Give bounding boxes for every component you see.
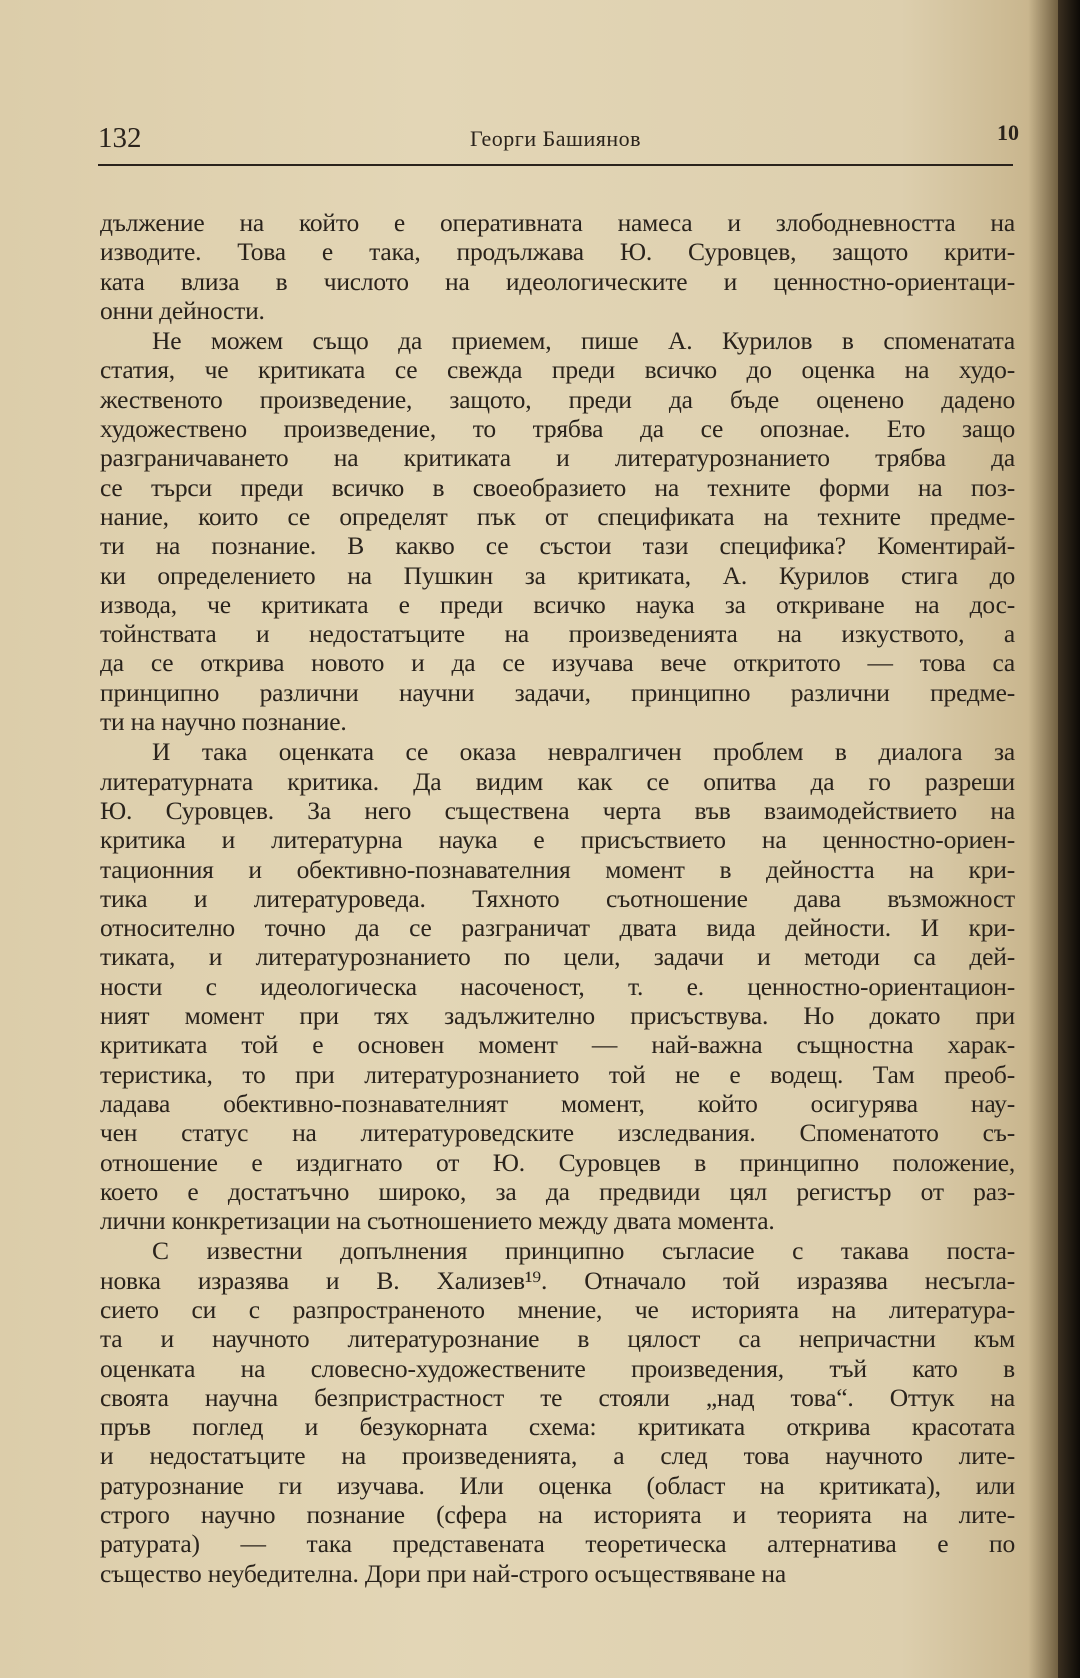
- page-body-text: [100, 208, 1015, 1589]
- text-line: ният момент при тях задължително присъствува. Но докато при: [100, 1001, 1015, 1031]
- page-header: [98, 120, 1019, 162]
- paragraph: [100, 1236, 1015, 1588]
- paragraph: [100, 208, 1015, 325]
- text-line: тика и литературоведа. Тяхното съотношение дава възможност: [100, 883, 1015, 913]
- text-line: ката влиза в числото на идеологическите и ценностно-ориентаци-: [100, 266, 1015, 296]
- text-line: принципно различни научни задачи, принципно различни предме-: [100, 677, 1015, 707]
- text-line: сието си с разпространеното мнение, че историята на литература-: [100, 1294, 1015, 1324]
- text-line: лични конкретизации на съотношението между двата момента.: [100, 1206, 775, 1236]
- signature-mark: 10: [997, 120, 1019, 145]
- text-line: да се открива новото и да се изучава вече откритото — това са: [100, 648, 1015, 678]
- book-binding-edge: [1058, 0, 1080, 1678]
- text-line: и недостатъците на произведенията, а след това научното лите-: [100, 1441, 1015, 1471]
- header-rule: [98, 164, 1013, 166]
- text-line: онни дейности.: [100, 295, 265, 325]
- text-line: статия, че критиката се свежда преди всичко до оценка на худо-: [100, 355, 1015, 385]
- text-line: новка изразява и В. Хализев¹⁹. Отначало той изразява несъгла-: [100, 1265, 1015, 1295]
- text-line: се търси преди всичко в своеобразието на техните форми на поз-: [100, 472, 1015, 502]
- text-line: теристика, то при литературознанието той не е водещ. Там преоб-: [100, 1059, 1015, 1089]
- text-line: жественото произведение, защото, преди да бъде оценено дадено: [100, 384, 1015, 414]
- text-line: ности с идеологическа насоченост, т. е. ценностно-ориентацион-: [100, 971, 1015, 1001]
- text-line: своята научна безпристрастност те стояли „над това“. Оттук на: [100, 1382, 1015, 1412]
- text-line: ратурата) — така представената теоретическа алтернатива е по: [100, 1529, 1015, 1559]
- text-line: относително точно да се разграничат двата вида дейности. И кри-: [100, 913, 1015, 943]
- text-line: ти на познание. В какво се състои тази специфика? Коментирай-: [100, 531, 1015, 561]
- text-line: чен статус на литературоведските изследвания. Споменатото съ-: [100, 1118, 1015, 1148]
- text-line: тационния и обективно-познавателния момент в дейността на кри-: [100, 854, 1015, 884]
- text-line: същество неубедителна. Дори при най-строго осъществяване на: [100, 1558, 786, 1588]
- text-line: разграничаването на критиката и литературознанието трябва да: [100, 443, 1015, 473]
- paragraph: [100, 326, 1015, 736]
- text-line: ти на научно познание.: [100, 707, 347, 737]
- text-line: Не можем също да приемем, пише А. Курилов в споменатата: [152, 326, 1015, 356]
- text-line: което е достатъчно широко, за да предвиди цял регистър от раз-: [100, 1176, 1015, 1206]
- text-line: изводите. Това е така, продължава Ю. Суровцев, защото крити-: [100, 237, 1015, 267]
- text-line: та и научното литературознание в цялост са непричастни към: [100, 1324, 1015, 1354]
- text-line: отношение е издигнато от Ю. Суровцев в принципно положение,: [100, 1147, 1015, 1177]
- page-number: 132: [98, 122, 142, 154]
- text-line: тойнствата и недостатъците на произведенията на изкуството, а: [100, 619, 1015, 649]
- text-line: литературната критика. Да видим как се опитва да го разреши: [100, 766, 1015, 796]
- text-line: нание, които се определят пък от спецификата на техните предме-: [100, 501, 1015, 531]
- text-line: С известни допълнения принципно съгласие с такава поста-: [152, 1236, 1015, 1266]
- text-line: И така оценката се оказа невралгичен проблем в диалога за: [152, 737, 1015, 767]
- text-line: ратурознание ги изучава. Или оценка (област на критиката), или: [100, 1470, 1015, 1500]
- text-line: пръв поглед и безукорната схема: критиката открива красотата: [100, 1412, 1015, 1442]
- text-line: ки определението на Пушкин за критиката, А. Курилов стига до: [100, 560, 1015, 590]
- text-line: ладава обективно-познавателният момент, който осигурява нау-: [100, 1088, 1015, 1118]
- text-line: критиката той е основен момент — най-важна същностна харак-: [100, 1030, 1015, 1060]
- text-line: строго научно познание (сфера на историята и теорията на лите-: [100, 1500, 1015, 1530]
- text-line: оценката на словесно-художествените произведения, тъй като в: [100, 1353, 1015, 1383]
- text-line: художествено произведение, то трябва да се опознае. Ето защо: [100, 414, 1015, 444]
- text-line: дължение на който е оперативната намеса и злободневността на: [100, 208, 1015, 237]
- text-line: Ю. Суровцев. За него съществена черта във взаимодействието на: [100, 795, 1015, 825]
- text-line: тиката, и литературознанието по цели, задачи и методи са дей-: [100, 942, 1015, 972]
- text-line: извода, че критиката е преди всичко наука за откриване на дос-: [100, 589, 1015, 619]
- text-line: критика и литературна наука е присъствието на ценностно-ориен-: [100, 825, 1015, 855]
- running-head: Георги Башиянов: [470, 126, 641, 151]
- paragraph: [100, 737, 1015, 1235]
